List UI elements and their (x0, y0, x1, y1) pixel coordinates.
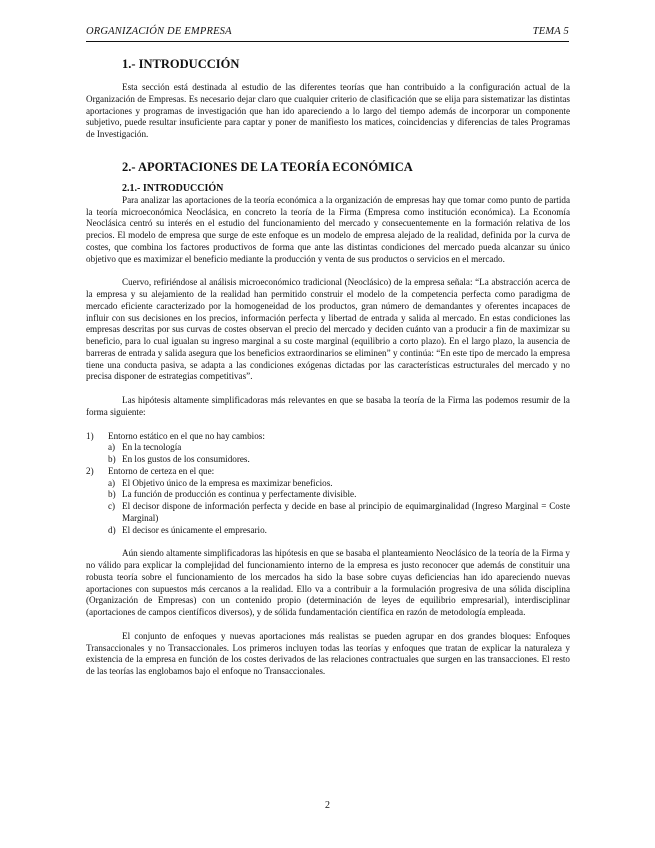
header-course-title: ORGANIZACIÓN DE EMPRESA (86, 26, 232, 37)
sub-list-item (86, 442, 570, 454)
list-item (86, 466, 570, 478)
paragraph: Para analizar las aportaciones de la teoría económica a la organización de empresas hay que tomar como punto de partida la teoría microeconómica Neoclásica, en concreto la teoría de la Firma (Empresa como institución económica). La Economía Neoclásica centró su interés en el estudio del funcionamiento del mercado y consecuentemente en la formación relativa de los precios. El modelo de empresa que surge de este enfoque es un modelo de empresa alejado de la realidad, definida por la curva de costes, que combina los factores productivos de forma que ante las distintas condiciones del mercado pueda alcanzar su único objetivo que es maximizar el beneficio mediante la producción y venta de sus productos o servicios en el mercado. (86, 194, 570, 264)
hypotheses-list (86, 431, 570, 537)
paragraph: Aún siendo altamente simplificadoras las hipótesis en que se basaba el planteamiento Neoclásico de la teoría de la Firma y no válido para explicar la complejidad del funcionamiento interno de la empresa es justo reconocer que además de constituir una robusta teoría sobre el funcionamiento de los mercados ha sido la base sobre cuyas deficiencias han ido apareciendo nuevas aportaciones con supuestos más cercanos a la realidad. Ello va a contribuir a la formulación progresiva de una sólida disciplina (Organización de Empresas) con un contenido propio (determinación de leyes de equilibrio empresarial), interdisciplinar (aportaciones de campos científicos diversos), y de sólida fundamentación científica en razón de metodología empleada. (86, 548, 570, 617)
sub-item-letter: b) (108, 489, 116, 500)
list-item-text: Entorno estático en el que no hay cambios: (108, 430, 265, 441)
sub-item-letter: b) (108, 454, 116, 464)
paragraph: El conjunto de enfoques y nuevas aportaciones más realistas se pueden agrupar en dos grandes bloques: Enfoques Transaccionales y no Transaccionales. Los primeros incluyen todas las teorías y enfoques que tratan de explicar la naturaleza y existencia de la empresa en función de los costes derivados de las relaciones contractuales que surgen en las transacciones. El resto de las teorías las englobamos bajo el enfoque no Transaccionales. (86, 630, 570, 676)
sub-item-letter: a) (108, 442, 116, 453)
list-item-text: Entorno de certeza en el que: (108, 465, 215, 476)
sub-list-item (86, 478, 570, 490)
sub-item-letter: d) (108, 524, 116, 535)
list-item-number: 1) (86, 430, 94, 441)
sub-item-text: El decisor es únicamente el empresario. (122, 524, 267, 535)
list-item (86, 431, 570, 443)
sub-list-item (86, 489, 570, 501)
sub-item-text: La función de producción es continua y perfectamente divisible. (122, 489, 357, 500)
list-item-number: 2) (86, 465, 94, 476)
sub-item-text: En la tecnología (122, 442, 182, 453)
header-rule (86, 41, 569, 42)
sub-item-letter: c) (108, 501, 116, 511)
sub-item-text: En los gustos de los consumidores. (122, 454, 250, 464)
sub-list-item (86, 454, 570, 466)
section-1-title: 1.- INTRODUCCIÓN (122, 57, 240, 71)
paragraph: Cuervo, refiriéndose al análisis microeconómico tradicional (Neoclásico) de la empresa señala: “La abstracción acerca de la empresa y su alejamiento de la realidad han permitido construir el modelo de la competencia perfecta como paradigma de mercado eficiente caracterizado por la homogeneidad de los productos, gran número de demandantes y oferentes incapaces de influir con sus decisiones en los precios, información perfecta y libertad de entrada y salida al mercado. En estas condiciones las empresas descritas por sus curvas de costes observan el precio del mercado y deciden cuánto van a producir a fin de maximizar su beneficio, para lo cual igualan su ingreso marginal a su coste marginal (equilibrio a corto plazo). En el largo plazo, la ausencia de barreras de entrada y salida asegura que los beneficios extraordinarios se eliminen” y continúa: “En este tipo de mercado la empresa tiene una conducta pasiva, se adapta a las condiciones exógenas dictadas por las características estructurales del mercado y no precisa disponer de estrategias competitivas”. (86, 277, 570, 382)
section-1-paragraph: Esta sección está destinada al estudio de las diferentes teorías que han contribuido a la configuración actual de la Organización de Empresas. Es necesario dejar claro que cualquier criterio de clasificación que se elija para sistematizar las distintas aportaciones y programas de investigación que han ido apareciendo a lo largo del tiempo además de incorporar un componente subjetivo, puede resultar insuficiente para captar y poner de manifiesto los matices, coincidencias y diferencias de tales Programas de Investigación. (86, 82, 570, 139)
sub-item-text: El Objetivo único de la empresa es maximizar beneficios. (122, 477, 333, 488)
subsection-2-1-title: 2.1.- INTRODUCCIÓN (122, 182, 224, 194)
paragraph: Las hipótesis altamente simplificadoras más relevantes en que se basaba la teoría de la Firma las podemos resumir de la forma siguiente: (86, 395, 570, 417)
page-number: 2 (325, 800, 330, 811)
running-header (86, 26, 569, 37)
section-2-title: 2.- APORTACIONES DE LA TEORÍA ECONÓMICA (122, 159, 413, 174)
sub-list-item (86, 525, 570, 537)
header-chapter: TEMA 5 (532, 26, 569, 37)
sub-item-letter: a) (108, 477, 116, 488)
sub-item-text: El decisor dispone de información perfecta y decide en base al principio de equimarginalidad (Ingreso Marginal = Coste Marginal) (122, 501, 570, 523)
sub-list-item (86, 501, 570, 525)
page-body (86, 52, 570, 678)
